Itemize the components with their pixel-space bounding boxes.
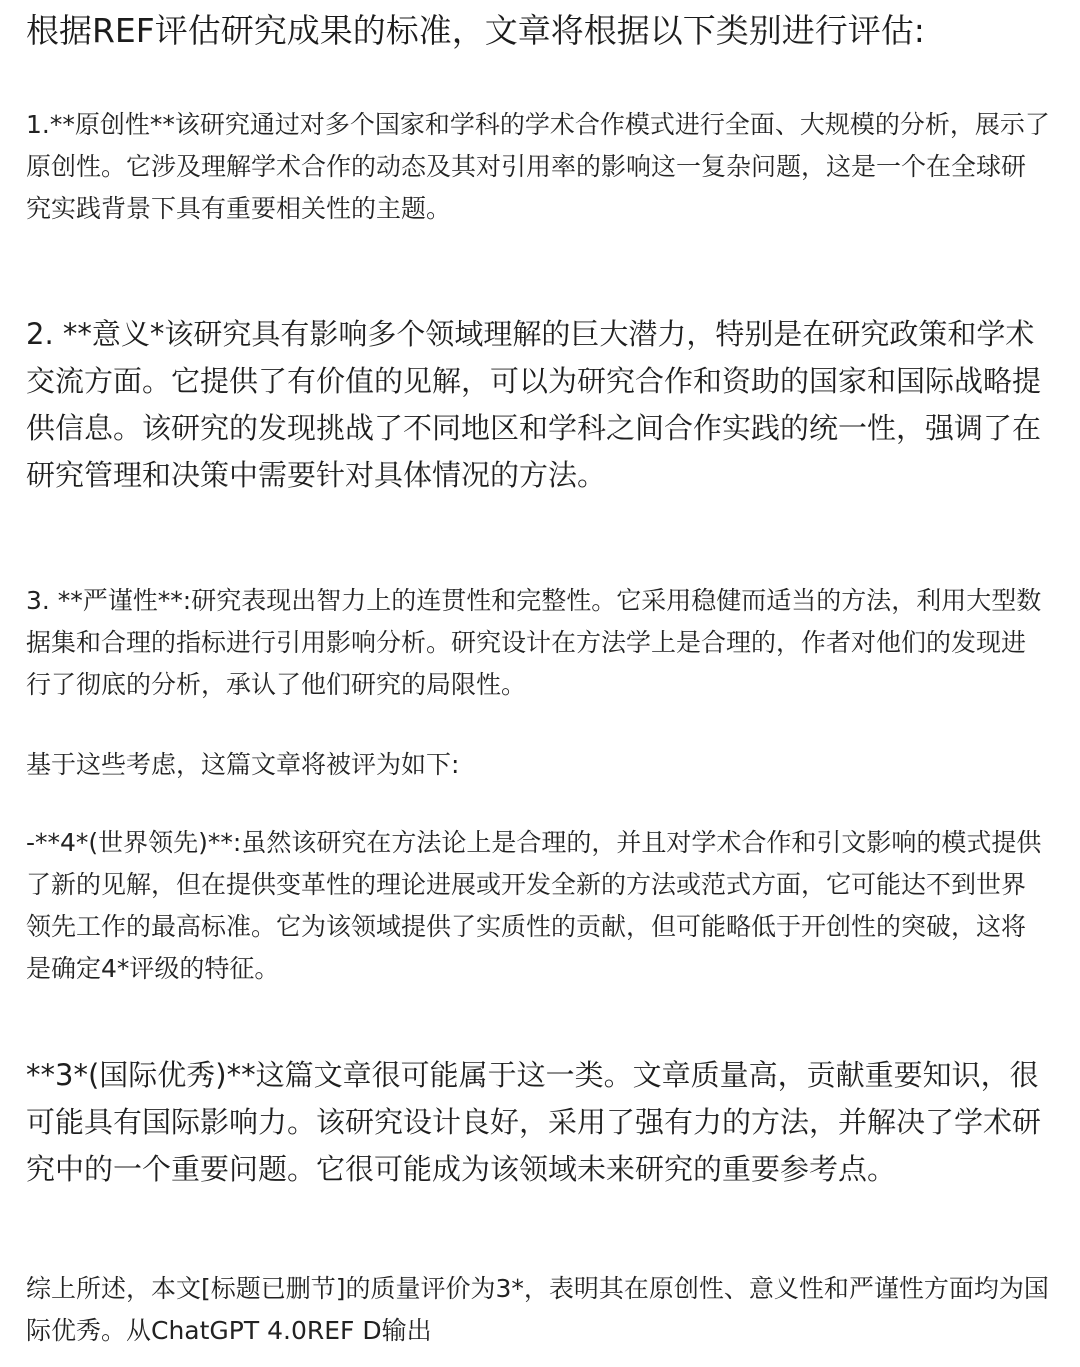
paragraph-four-star: -**4*(世界领先)**:虽然该研究在方法论上是合理的，并且对学术合作和引文影响的模式提供了新的见解，但在提供变革性的理论进展或开发全新的方法或范式方面，它可能达不到世界领先工作的最高标准。它为该领域提供了实质性的贡献，但可能略低于开创性的突破，这将是确定4*评级的特征。 (26, 828, 1042, 983)
paragraph-significance: 2. **意义*该研究具有影响多个领域理解的巨大潜力，特别是在研究政策和学术交流方面。它提供了有价值的见解，可以为研究合作和资助的国家和国际战略提供信息。该研究的发现挑战了不同地区和学科之间合作实践的统一性，强调了在研究管理和决策中需要针对具体情况的方法。 (26, 317, 1042, 492)
page-heading: 根据REF评估研究成果的标准，文章将根据以下类别进行评估: (26, 11, 925, 50)
paragraph-summary: 综上所述，本文[标题已删节]的质量评价为3*，表明其在原创性、意义性和严谨性方面均为国际优秀。从ChatGPT 4.0REF D输出 (26, 1274, 1049, 1345)
paragraph-three-star: **3*(国际优秀)**这篇文章很可能属于这一类。文章质量高，贡献重要知识，很可能具有国际影响力。该研究设计良好，采用了强有力的方法，并解决了学术研究中的一个重要问题。它很可能成为该领域未来研究的重要参考点。 (26, 1058, 1042, 1186)
paragraph-rigour: 3. **严谨性**:研究表现出智力上的连贯性和完整性。它采用稳健而适当的方法，利用大型数据集和合理的指标进行引用影响分析。研究设计在方法学上是合理的，作者对他们的发现进行了彻底的分析，承认了他们研究的局限性。 (26, 586, 1042, 699)
paragraph-rating-intro: 基于这些考虑，这篇文章将被评为如下: (26, 750, 460, 779)
paragraph-originality: 1.**原创性**该研究通过对多个国家和学科的学术合作模式进行全面、大规模的分析，展示了原创性。它涉及理解学术合作的动态及其对引用率的影响这一复杂问题，这是一个在全球研究实践背景下具有重要相关性的主题。 (26, 110, 1050, 223)
